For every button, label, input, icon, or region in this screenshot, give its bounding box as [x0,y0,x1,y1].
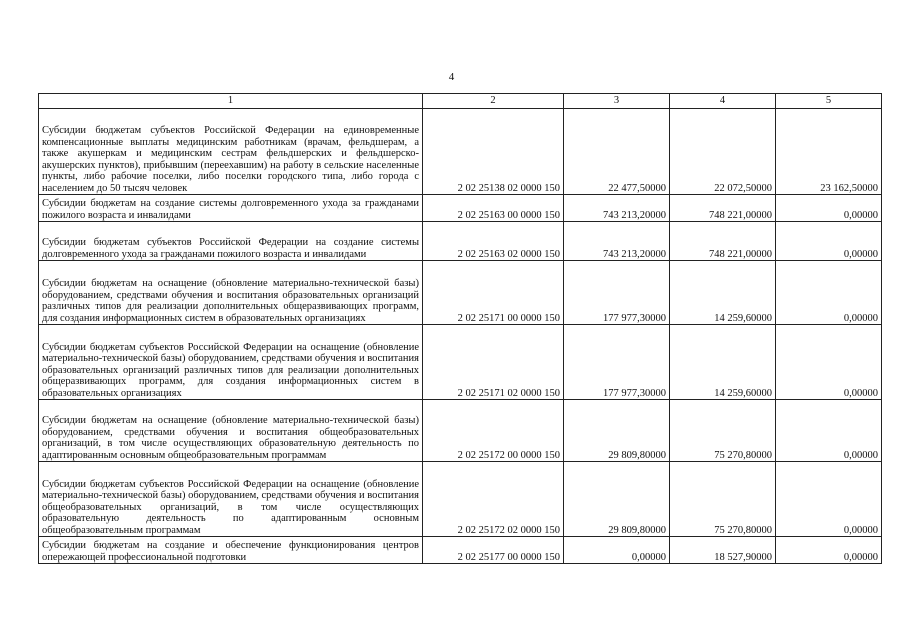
row-description: Субсидии бюджетам на оснащение (обновление материально-технической базы) оборудованием, средствами обучения и воспитания общеобразовательных организаций, в том числе осуществляющих образовательную деятельность по адаптированным основным общеобразовательным программам [39,400,423,462]
row-code: 2 02 25163 00 0000 150 [423,195,564,222]
row-value-col4: 75 270,80000 [670,400,776,462]
column-header: 1 [39,94,423,109]
row-value-col5: 0,00000 [776,462,882,537]
row-value-col5: 0,00000 [776,325,882,400]
row-description: Субсидии бюджетам субъектов Российской Федерации на оснащение (обновление материально-технической базы) оборудованием, средствами обучения и воспитания образовательных организаций различных типов для реализации дополнительных общеразвивающих программ, для создания информационных систем в образовательных организациях [39,325,423,400]
row-value-col3: 177 977,30000 [564,261,670,325]
row-value-col3: 0,00000 [564,537,670,564]
row-description: Субсидии бюджетам на оснащение (обновление материально-технической базы) оборудованием, средствами обучения и воспитания образовательных организаций различных типов для реализации дополнительных общеразвивающих программ, для создания информационных систем в образовательных организациях [39,261,423,325]
row-value-col3: 743 213,20000 [564,222,670,261]
table-row [39,325,882,400]
column-header: 2 [423,94,564,109]
row-value-col5: 0,00000 [776,537,882,564]
row-value-col3: 29 809,80000 [564,400,670,462]
row-description: Субсидии бюджетам субъектов Российской Федерации на оснащение (обновление материально-технической базы) оборудованием, средствами обучения и воспитания общеобразовательных организаций, в том числе осуществляющих образовательную деятельность по адаптированным основным общеобразовательным программам [39,462,423,537]
row-code: 2 02 25171 02 0000 150 [423,325,564,400]
row-description: Субсидии бюджетам субъектов Российской Федерации на единовременные компенсационные выплаты медицинским работникам (врачам, фельдшерам, а также акушеркам и медицинским сестрам фельдшерских и фельдшерско-акушерских пунктов), прибывшим (переехавшим) на работу в сельские населенные пункты, либо рабочие поселки, либо поселки городского типа, либо города с населением до 50 тысяч человек [39,109,423,195]
page-number: 4 [448,71,455,83]
table-row [39,537,882,564]
row-code: 2 02 25138 02 0000 150 [423,109,564,195]
row-value-col3: 177 977,30000 [564,325,670,400]
row-code: 2 02 25177 00 0000 150 [423,537,564,564]
row-value-col4: 75 270,80000 [670,462,776,537]
table-row [39,400,882,462]
column-header: 3 [564,94,670,109]
row-code: 2 02 25171 00 0000 150 [423,261,564,325]
row-value-col5: 0,00000 [776,261,882,325]
column-header: 5 [776,94,882,109]
row-value-col3: 29 809,80000 [564,462,670,537]
row-value-col3: 22 477,50000 [564,109,670,195]
row-description: Субсидии бюджетам на создание и обеспечение функционирования центров опережающей профессиональной подготовки [39,537,423,564]
table-row [39,462,882,537]
row-code: 2 02 25172 02 0000 150 [423,462,564,537]
column-header: 4 [670,94,776,109]
row-value-col4: 18 527,90000 [670,537,776,564]
budget-table [38,93,882,564]
table-row [39,222,882,261]
row-value-col5: 0,00000 [776,195,882,222]
table-row [39,261,882,325]
row-value-col4: 14 259,60000 [670,325,776,400]
row-code: 2 02 25163 02 0000 150 [423,222,564,261]
row-value-col4: 14 259,60000 [670,261,776,325]
row-value-col4: 22 072,50000 [670,109,776,195]
row-value-col5: 0,00000 [776,222,882,261]
table-row [39,109,882,195]
row-value-col4: 748 221,00000 [670,222,776,261]
row-code: 2 02 25172 00 0000 150 [423,400,564,462]
table-row [39,195,882,222]
row-value-col5: 0,00000 [776,400,882,462]
header-row [39,94,882,109]
row-description: Субсидии бюджетам субъектов Российской Федерации на создание системы долговременного ухода за гражданами пожилого возраста и инвалидами [39,222,423,261]
row-value-col5: 23 162,50000 [776,109,882,195]
row-description: Субсидии бюджетам на создание системы долговременного ухода за гражданами пожилого возраста и инвалидами [39,195,423,222]
row-value-col4: 748 221,00000 [670,195,776,222]
row-value-col3: 743 213,20000 [564,195,670,222]
